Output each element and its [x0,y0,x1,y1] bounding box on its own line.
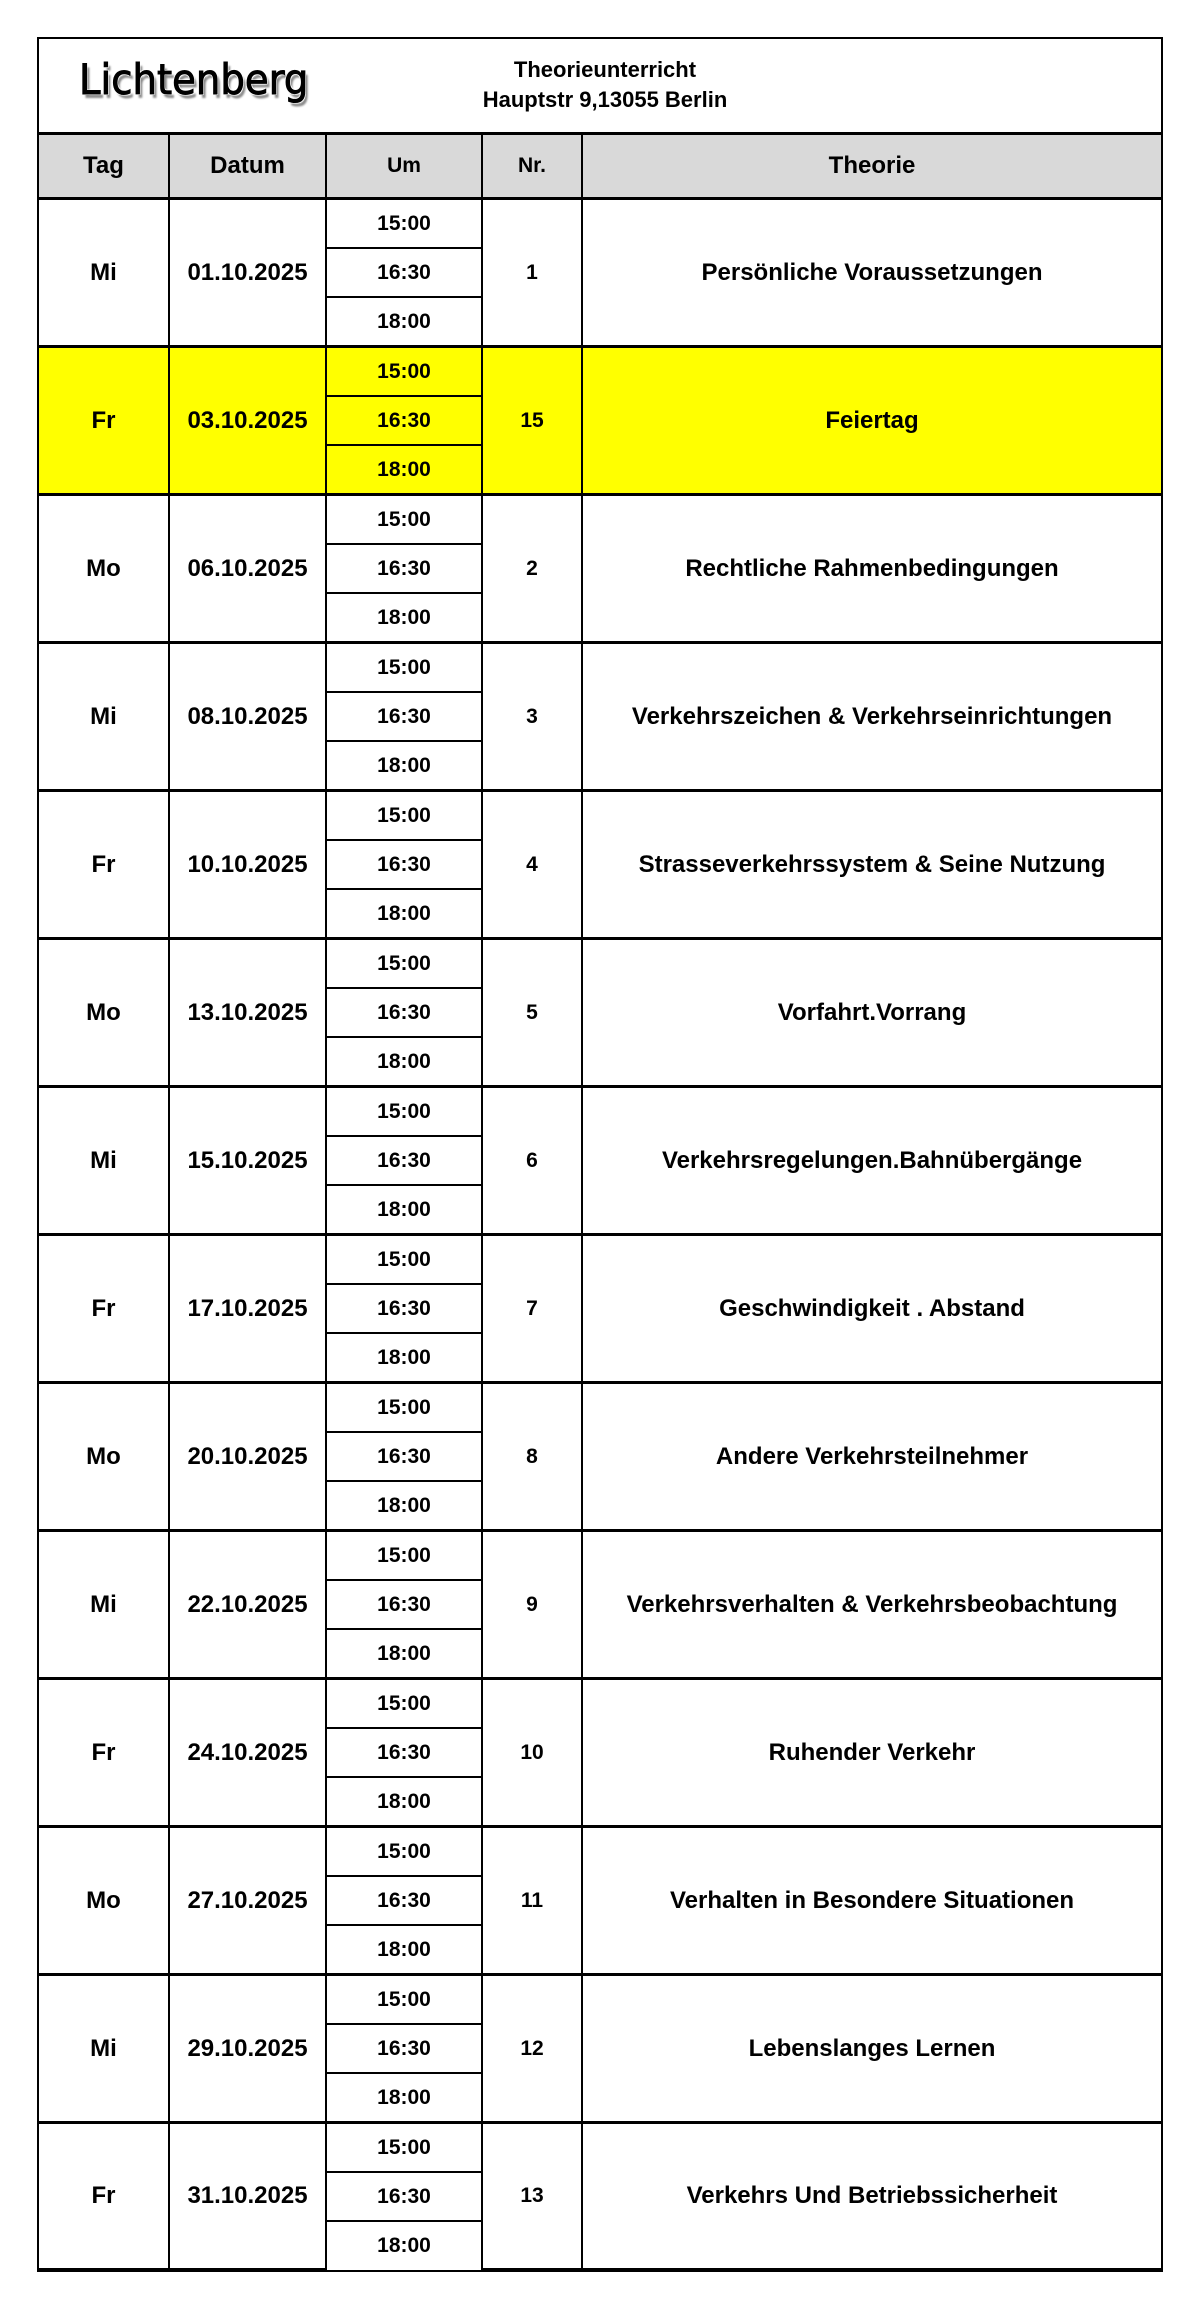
session-time: 18:00 [326,1333,482,1383]
session-time: 15:00 [326,791,482,841]
session-number: 10 [482,1679,582,1827]
session-day: Mi [39,1087,169,1235]
session-number: 11 [482,1827,582,1975]
header-row [39,135,1161,199]
session-time: 15:00 [326,1235,482,1285]
session-date: 31.10.2025 [169,2123,326,2270]
session-row [39,1235,1161,1285]
column-header-tag: Tag [39,135,169,199]
session-time: 15:00 [326,939,482,989]
session-number: 2 [482,495,582,643]
session-topic: Verkehrs Und Betriebssicherheit [582,2123,1161,2270]
session-time: 16:30 [326,248,482,297]
session-time: 16:30 [326,1284,482,1333]
schedule-table [39,135,1161,2270]
session-day: Mo [39,939,169,1087]
session-number: 8 [482,1383,582,1531]
session-time: 16:30 [326,2172,482,2221]
session-day: Mo [39,1383,169,1531]
session-row [39,791,1161,841]
session-time: 15:00 [326,199,482,249]
address: Hauptstr 9,13055 Berlin [482,87,728,112]
session-date: 01.10.2025 [169,199,326,347]
session-row [39,939,1161,989]
session-number: 4 [482,791,582,939]
session-day: Fr [39,2123,169,2270]
session-date: 08.10.2025 [169,643,326,791]
session-time: 18:00 [326,1185,482,1235]
session-time: 18:00 [326,297,482,347]
session-time: 15:00 [326,347,482,397]
session-date: 20.10.2025 [169,1383,326,1531]
schedule-body [39,199,1161,2270]
session-time: 18:00 [326,2073,482,2123]
page-title: Theorieunterricht [513,57,697,82]
session-number: 9 [482,1531,582,1679]
session-row [39,2123,1161,2173]
schedule-sheet [37,37,1163,2272]
session-time: 18:00 [326,1925,482,1975]
column-header-theorie: Theorie [582,135,1161,199]
session-number: 12 [482,1975,582,2123]
session-topic: Strasseverkehrssystem & Seine Nutzung [582,791,1161,939]
session-time: 18:00 [326,2221,482,2269]
session-time: 18:00 [326,1777,482,1827]
session-day: Mi [39,643,169,791]
session-time: 15:00 [326,1087,482,1137]
session-date: 27.10.2025 [169,1827,326,1975]
session-topic: Lebenslanges Lernen [582,1975,1161,2123]
session-topic: Verhalten in Besondere Situationen [582,1827,1161,1975]
session-day: Fr [39,791,169,939]
session-time: 16:30 [326,1136,482,1185]
session-date: 10.10.2025 [169,791,326,939]
session-time: 15:00 [326,1531,482,1581]
session-date: 22.10.2025 [169,1531,326,1679]
session-row [39,1679,1161,1729]
session-time: 18:00 [326,741,482,791]
session-date: 15.10.2025 [169,1087,326,1235]
session-row [39,495,1161,545]
session-day: Mi [39,199,169,347]
session-topic: Andere Verkehrsteilnehmer [582,1383,1161,1531]
session-time: 15:00 [326,1975,482,2025]
session-number: 13 [482,2123,582,2270]
session-topic: Rechtliche Rahmenbedingungen [582,495,1161,643]
session-time: 15:00 [326,495,482,545]
session-time: 16:30 [326,1580,482,1629]
session-row [39,1975,1161,2025]
session-time: 18:00 [326,445,482,495]
session-time: 16:30 [326,840,482,889]
session-topic: Geschwindigkeit . Abstand [582,1235,1161,1383]
session-time: 16:30 [326,692,482,741]
session-time: 18:00 [326,1481,482,1531]
session-time: 15:00 [326,1827,482,1877]
session-time: 16:30 [326,396,482,445]
session-time: 16:30 [326,1432,482,1481]
session-topic: Persönliche Voraussetzungen [582,199,1161,347]
session-time: 15:00 [326,643,482,693]
session-topic: Verkehrszeichen & Verkehrseinrichtungen [582,643,1161,791]
session-number: 7 [482,1235,582,1383]
session-row [39,1827,1161,1877]
session-day: Fr [39,347,169,495]
session-time: 16:30 [326,1876,482,1925]
session-date: 06.10.2025 [169,495,326,643]
session-row [39,347,1161,397]
session-time: 18:00 [326,1629,482,1679]
column-header-um: Um [326,135,482,199]
session-day: Mo [39,1827,169,1975]
session-row [39,1087,1161,1137]
session-topic: Ruhender Verkehr [582,1679,1161,1827]
session-number: 3 [482,643,582,791]
session-time: 15:00 [326,1383,482,1433]
session-date: 13.10.2025 [169,939,326,1087]
title-bar [39,39,1161,135]
session-date: 17.10.2025 [169,1235,326,1383]
session-time: 16:30 [326,2024,482,2073]
column-header-nr: Nr. [482,135,582,199]
session-time: 15:00 [326,2123,482,2173]
session-time: 18:00 [326,889,482,939]
session-row [39,199,1161,249]
session-day: Mi [39,1975,169,2123]
session-row [39,643,1161,693]
session-number: 1 [482,199,582,347]
session-topic: Vorfahrt.Vorrang [582,939,1161,1087]
session-day: Fr [39,1235,169,1383]
session-topic: Feiertag [582,347,1161,495]
session-time: 18:00 [326,593,482,643]
session-day: Mi [39,1531,169,1679]
session-row [39,1531,1161,1581]
session-time: 15:00 [326,1679,482,1729]
session-time: 16:30 [326,1728,482,1777]
session-day: Mo [39,495,169,643]
session-topic: Verkehrsverhalten & Verkehrsbeobachtung [582,1531,1161,1679]
session-number: 5 [482,939,582,1087]
session-number: 6 [482,1087,582,1235]
column-header-datum: Datum [169,135,326,199]
session-time: 16:30 [326,988,482,1037]
session-time: 16:30 [326,544,482,593]
session-topic: Verkehrsregelungen.Bahnübergänge [582,1087,1161,1235]
logo: Lichtenberg [79,55,309,104]
session-number: 15 [482,347,582,495]
session-date: 03.10.2025 [169,347,326,495]
session-row [39,1383,1161,1433]
session-date: 24.10.2025 [169,1679,326,1827]
session-date: 29.10.2025 [169,1975,326,2123]
session-day: Fr [39,1679,169,1827]
title-block [39,55,1161,115]
session-time: 18:00 [326,1037,482,1087]
